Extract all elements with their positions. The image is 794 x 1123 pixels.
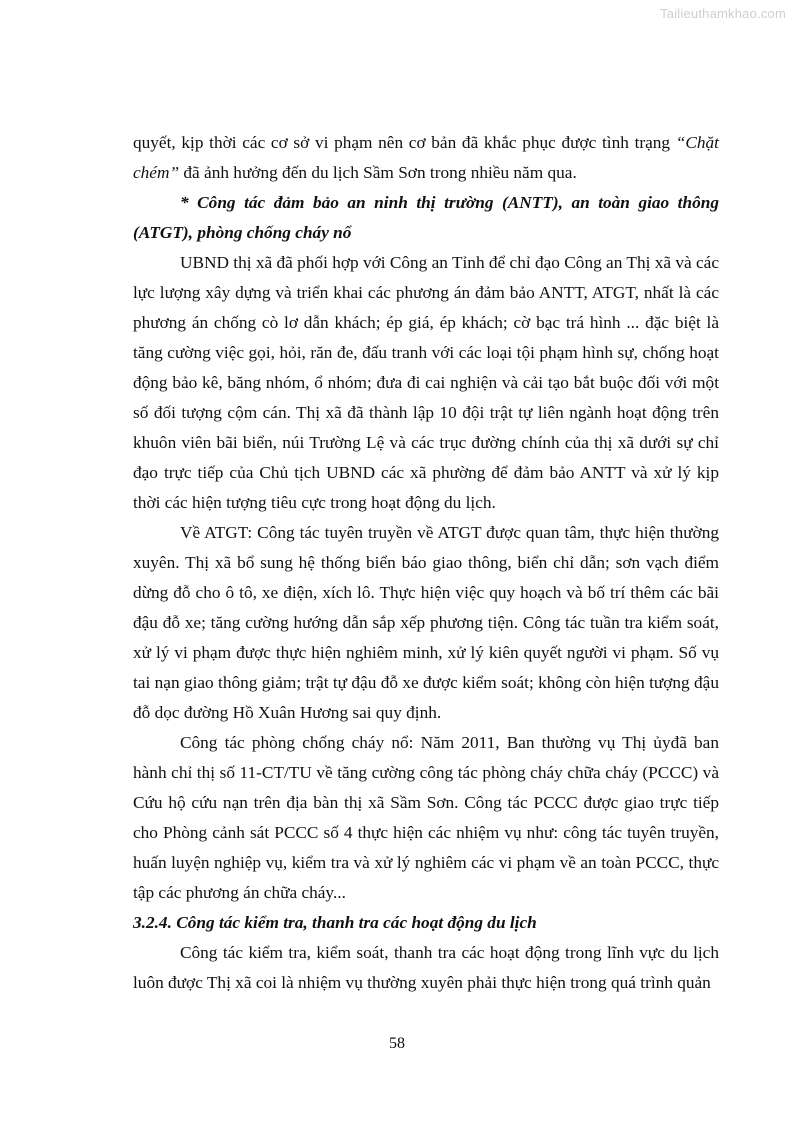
paragraph-continuation-start: quyết, kịp thời các cơ sở vi phạm nên cơ bản đã khắc phục được tình trạng [133,133,676,152]
section-heading: 3.2.4. Công tác kiểm tra, thanh tra các hoạt động du lịch [133,913,537,932]
watermark: Tailieuthamkhao.com [660,6,786,21]
paragraph-inspection: Công tác kiểm tra, kiểm soát, thanh tra các hoạt động trong lĩnh vực du lịch luôn được Thị xã coi là nhiệm vụ thường xuyên phải thực hiện trong quá trình quản [133,943,719,992]
paragraph-fire-prevention: Công tác phòng chống cháy nổ: Năm 2011, Ban thường vụ Thị ủyđã ban hành chỉ thị số 11-CT/TU về tăng cường công tác phòng cháy chữa cháy (PCCC) và Cứu hộ cứu nạn trên địa bàn thị xã Sầm Sơn. Công tác PCCC được giao trực tiếp cho Phòng cảnh sát PCCC số 4 thực hiện các nhiệm vụ như: công tác tuyên truyền, huấn luyện nghiệp vụ, kiểm tra và xử lý nghiêm các vi phạm về an toàn PCCC, thực tập các phương án chữa cháy... [133,733,719,902]
paragraph-continuation [133,128,719,188]
quoted-term: “Chặt chém” [133,133,719,182]
paragraph-atgt: Về ATGT: Công tác tuyên truyền về ATGT được quan tâm, thực hiện thường xuyên. Thị xã bổ sung hệ thống biển báo giao thông, biển chỉ dẫn; sơn vạch điểm dừng đỗ cho ô tô, xe điện, xích lô. Thực hiện việc quy hoạch và bố trí thêm các bãi đậu đỗ xe; tăng cường hướng dẫn sắp xếp phương tiện. Công tác tuần tra kiểm soát, xử lý vi phạm được thực hiện nghiêm minh, xử lý kiên quyết người vi phạm. Số vụ tai nạn giao thông giảm; trật tự đậu đỗ xe được kiểm soát; không còn hiện tượng đậu đỗ dọc đường Hồ Xuân Hương sai quy định. [133,523,719,722]
document-body [133,128,719,998]
paragraph-continuation-end: đã ảnh hưởng đến du lịch Sầm Sơn trong nhiều năm qua. [179,163,577,182]
heading-antt-atgt: * Công tác đảm bảo an ninh thị trường (ANTT), an toàn giao thông (ATGT), phòng chống cháy nổ [133,193,719,242]
page-number: 58 [389,1035,405,1052]
paragraph-ubnd: UBND thị xã đã phối hợp với Công an Tỉnh để chỉ đạo Công an Thị xã và các lực lượng xây dựng và triển khai các phương án đảm bảo ANTT, ATGT, nhất là các phương án chống cò lơ dẫn khách; ép giá, ép khách; cờ bạc trá hình ... đặc biệt là tăng cường việc gọi, hỏi, răn đe, đấu tranh với các loại tội phạm hình sự, chống hoạt động bảo kê, băng nhóm, ổ nhóm; đưa đi cai nghiện và cải tạo bắt buộc đối với một số đối tượng cộm cán. Thị xã đã thành lập 10 đội trật tự liên ngành hoạt động trên khuôn viên bãi biển, núi Trường Lệ và các trục đường chính của thị xã dưới sự chỉ đạo trực tiếp của Chủ tịch UBND các xã phường để đảm bảo ANTT và xử lý kịp thời các hiện tượng tiêu cực trong hoạt động du lịch. [133,253,719,512]
